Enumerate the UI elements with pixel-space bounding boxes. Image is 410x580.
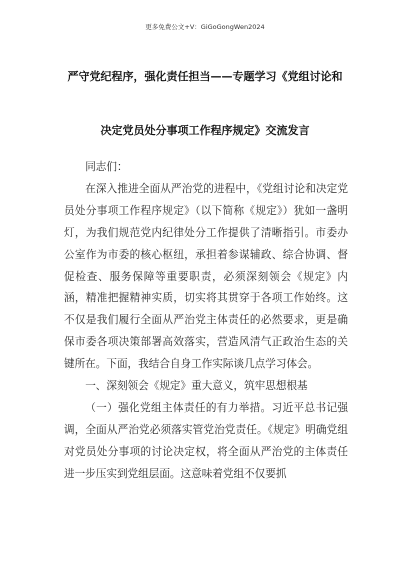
document-title-line-1: 严守党纪程序，强化责任担当——专题学习《党组讨论和: [67, 70, 343, 83]
salutation: 同志们：: [85, 161, 128, 173]
section-heading-1: 一、深刻领会《规定》重大意义，筑牢思想根基: [85, 380, 308, 393]
document-body: [64, 157, 348, 486]
header-note: 更多免费公文+V：GiGoGongWen2024: [145, 23, 265, 31]
document-title-line-2: 决定党员处分事项工作程序规定》交流发言: [100, 124, 310, 137]
paragraph-intro: 在深入推进全面从严治党的进程中，《党组讨论和决定党员处分事项工作程序规定》（以下简称《规定》）犹如一盏明灯，为我们规范党内纪律处分工作提供了清晰指引。市委办公室作为市委的核心枢纽，承担着参谋辅政、综合协调、督促检查、服务保障等重要职责，必须深刻领会《规定》内涵，精准把握精神实质，切实将其贯穿于各项工作始终。这不仅是我们履行全面从严治党主体责任的必然要求，更是确保市委各项决策部署高效落实，营造风清气正政治生态的关键所在。下面，我结合自身工作实际谈几点学习体会。: [64, 182, 348, 371]
paragraph-1-1: （一）强化党组主体责任的有力举措。习近平总书记强调，全面从严治党必须落实管党治党责任。《规定》明确党组对党员处分事项的讨论决定权，将全面从严治党的主体责任进一步压实到党组层面。这意味着党组不仅要抓: [64, 401, 348, 480]
